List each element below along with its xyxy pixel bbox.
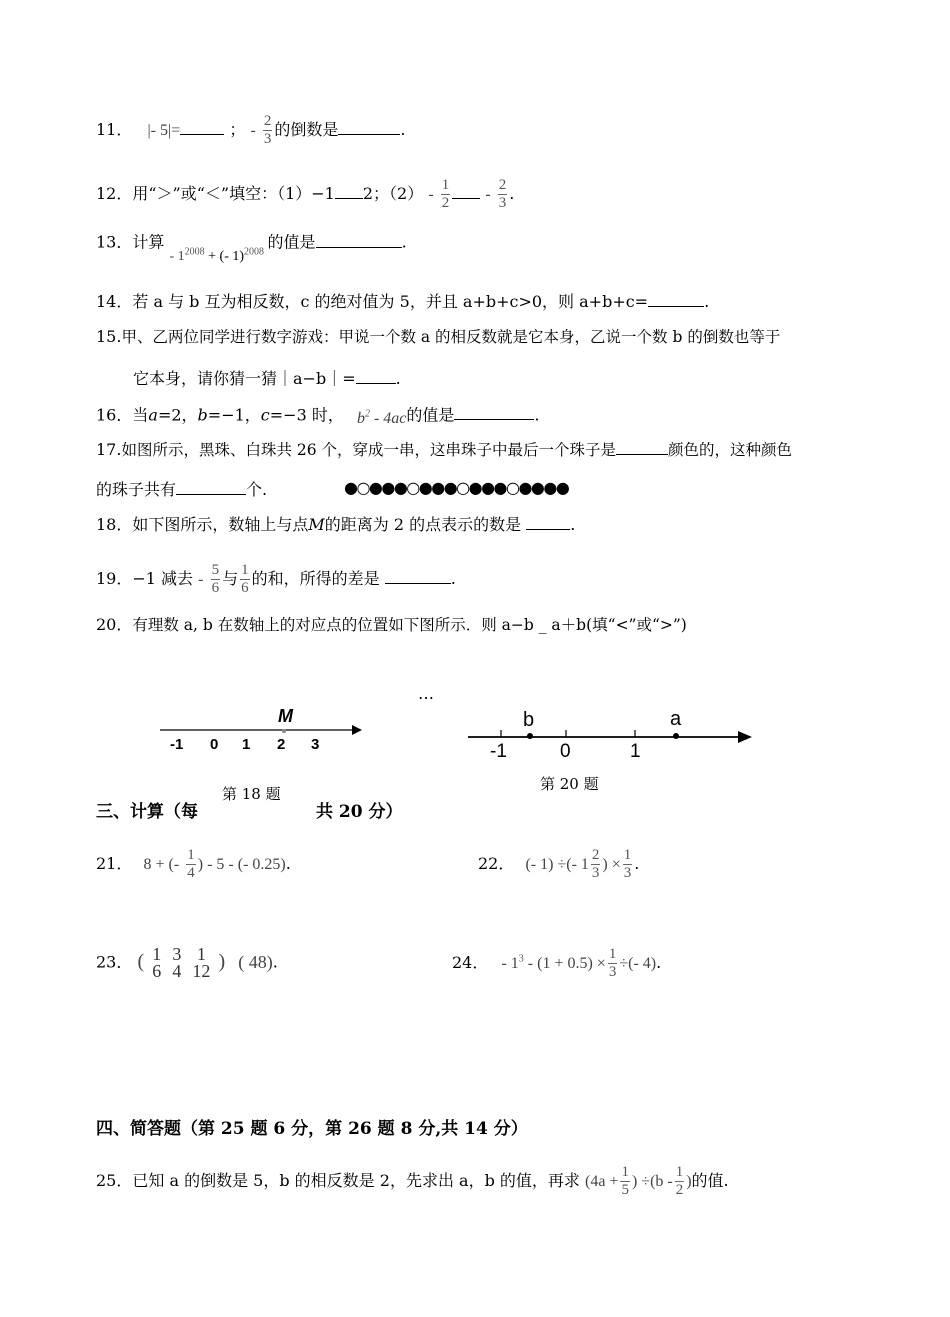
question-17-cont: 的珠子共有 个.	[96, 480, 268, 499]
q22-fraction-1: $\frac{2}{3}$	[591, 847, 600, 881]
q11-blank-1	[180, 119, 224, 135]
q15-text-1: 甲、乙两位同学进行数字游戏：甲说一个数 a 的相反数就是它本身，乙说一个数 b 的倒数也等于	[121, 328, 781, 346]
q20-text: 有理数 a, b 在数轴上的对应点的位置如下图所示．则 a−b _ a＋b(填“<”或“>”)	[132, 616, 687, 634]
figure-18-caption: 第 18 题	[222, 785, 281, 803]
question-25: 25．已知 a 的倒数是 5，b 的相反数是 2，先求出 a，b 的值，再求 (4a + $\frac{1}{5}$ ) ÷(b - $\frac{1}{2}$ )的值.	[96, 1164, 729, 1198]
q13-blank	[316, 232, 402, 248]
q17-blank-1	[616, 439, 668, 455]
q19-fraction-1: $\frac{5}{6}$	[211, 562, 220, 596]
fig18-tick-label: 2	[277, 736, 286, 753]
q14-text: 若 a 与 b 互为相反数，c 的绝对值为 5，并且 a+b+c>0，则 a+b+c=	[132, 292, 649, 311]
question-17: 17.如图所示，黑珠、白珠共 26 个，穿成一串，这串珠子中最后一个珠子是 颜色的，这种颜色	[96, 440, 793, 459]
question-24: 24． - $1^3 - (1 + 0.5)$ × $\frac{1}{3}$ ÷(- 4).	[452, 946, 662, 980]
q11-blank-2	[338, 119, 400, 135]
q16-expression: $b^2 - 4ac$	[356, 409, 407, 428]
q11-separator: ；	[229, 120, 246, 139]
question-12: 12．用“＞”或“＜”填空：（1）−1 2；（2） - $\frac{1}{2}$ - $\frac{2}{3}$ .	[96, 177, 515, 211]
q12-text-2: 2；（2）	[362, 184, 424, 203]
q12-blank-1	[335, 183, 363, 199]
q23-fraction-3: 1 12	[192, 944, 211, 981]
fig18-label-M: M	[278, 706, 293, 726]
question-21: 21． 8 + (- $\frac{1}{4}$ ) - 5 - (- 0.25).	[96, 847, 291, 881]
q22-fraction-2: $\frac{1}{3}$	[623, 847, 632, 881]
question-19: 19．−1 减去 - $\frac{5}{6}$ 与 $\frac{1}{6}$ 的和，所得的差是 .	[96, 562, 456, 596]
q14-blank	[648, 291, 704, 307]
q11-abs-expr: |- 5|=	[147, 122, 181, 139]
figure-20-number-line	[460, 700, 760, 765]
q15-text-2: 它本身，请你猜一猜｜a−b｜=	[133, 369, 356, 388]
fig18-tick-label: 0	[210, 736, 219, 753]
q19-fraction-2: $\frac{1}{6}$	[241, 562, 249, 596]
q11-neg-sign: -	[250, 122, 256, 139]
fig20-label-a: a	[670, 708, 682, 730]
question-22: 22． (- 1) ÷(- 1 $\frac{2}{3}$ ) × $\frac{1}{3}$ .	[478, 847, 640, 881]
q11-fraction: $\frac{2}{3}$	[263, 113, 272, 147]
fig20-label-b: b	[523, 709, 535, 731]
q24-fraction: $\frac{1}{3}$	[608, 946, 617, 980]
question-16: 16．当a=2，b=−1，c=−3 时， $b^2 - 4ac$的值是 .	[96, 405, 540, 428]
question-23: 23． ( 1 6 3 4 1 12 ) ( 48).	[96, 944, 278, 981]
fig18-tick-label: 3	[311, 736, 320, 753]
q16-blank	[454, 404, 534, 420]
q18-blank	[526, 514, 570, 530]
fig20-tick-label: -1	[490, 741, 507, 762]
fig20-tick-label: 0	[560, 741, 571, 762]
q25-fraction-2: $\frac{1}{2}$	[675, 1164, 684, 1198]
figure-20-caption: 第 20 题	[540, 775, 599, 793]
q12-number: 12．	[96, 184, 133, 203]
q12-blank-2	[452, 183, 480, 199]
question-15: 15.甲、乙两位同学进行数字游戏：甲说一个数 a 的相反数就是它本身，乙说一个数 b 的倒数也等于	[96, 327, 781, 346]
question-15-cont: 它本身，请你猜一猜｜a−b｜= .	[133, 369, 401, 388]
q12-text-1: 用“＞”或“＜”填空：（1）−1	[132, 184, 335, 203]
figure-18-number-line	[150, 700, 380, 760]
fig20-tick-label: 1	[630, 741, 641, 762]
q25-fraction-1: $\frac{1}{5}$	[621, 1164, 629, 1198]
bead-string: ●○●●●○●●●○●●●○●●●●	[344, 478, 569, 497]
q11-text: 的倒数是	[274, 120, 339, 139]
q23-fraction-1: 1 6	[152, 944, 162, 981]
q11-number: 11．	[96, 120, 133, 139]
q21-fraction: $\frac{1}{4}$	[187, 847, 195, 881]
section-3-title-right: 共 20 分）	[316, 802, 403, 822]
question-20: 20．有理数 a, b 在数轴上的对应点的位置如下图所示．则 a−b _ a＋b(填“<”或“>”)	[96, 615, 687, 634]
q13-expression: - $1^{2008}$ + (- 1)$^{2008}$	[169, 246, 265, 264]
question-18: 18．如下图所示，数轴上与点M的距离为 2 的点表示的数是 .	[96, 515, 576, 534]
q13-number: 13．	[96, 232, 133, 252]
fig18-tick-label: 1	[242, 736, 251, 753]
section-3-title-left: 三、计算（每	[96, 802, 198, 822]
ellipsis: …	[418, 684, 434, 703]
question-11: 11． |- 5|= ； - $\frac{2}{3}$ 的倒数是 .	[96, 113, 406, 147]
question-13: 13．计算 - $1^{2008}$ + (- 1)$^{2008}$ 的值是 .	[96, 232, 407, 264]
question-14: 14．若 a 与 b 互为相反数，c 的绝对值为 5，并且 a+b+c>0，则 a+b+c= .	[96, 292, 710, 311]
q15-blank	[356, 368, 396, 384]
q12-fraction-1: $\frac{1}{2}$	[441, 177, 450, 211]
q17-blank-2	[176, 479, 246, 495]
fig18-tick-label: -1	[170, 736, 184, 753]
section-4-title: 四、简答题（第 25 题 6 分，第 26 题 8 分,共 14 分）	[96, 1119, 528, 1139]
q12-fraction-2: $\frac{2}{3}$	[498, 177, 507, 211]
q23-fraction-2: 3 4	[172, 944, 182, 981]
q19-blank	[385, 568, 451, 584]
